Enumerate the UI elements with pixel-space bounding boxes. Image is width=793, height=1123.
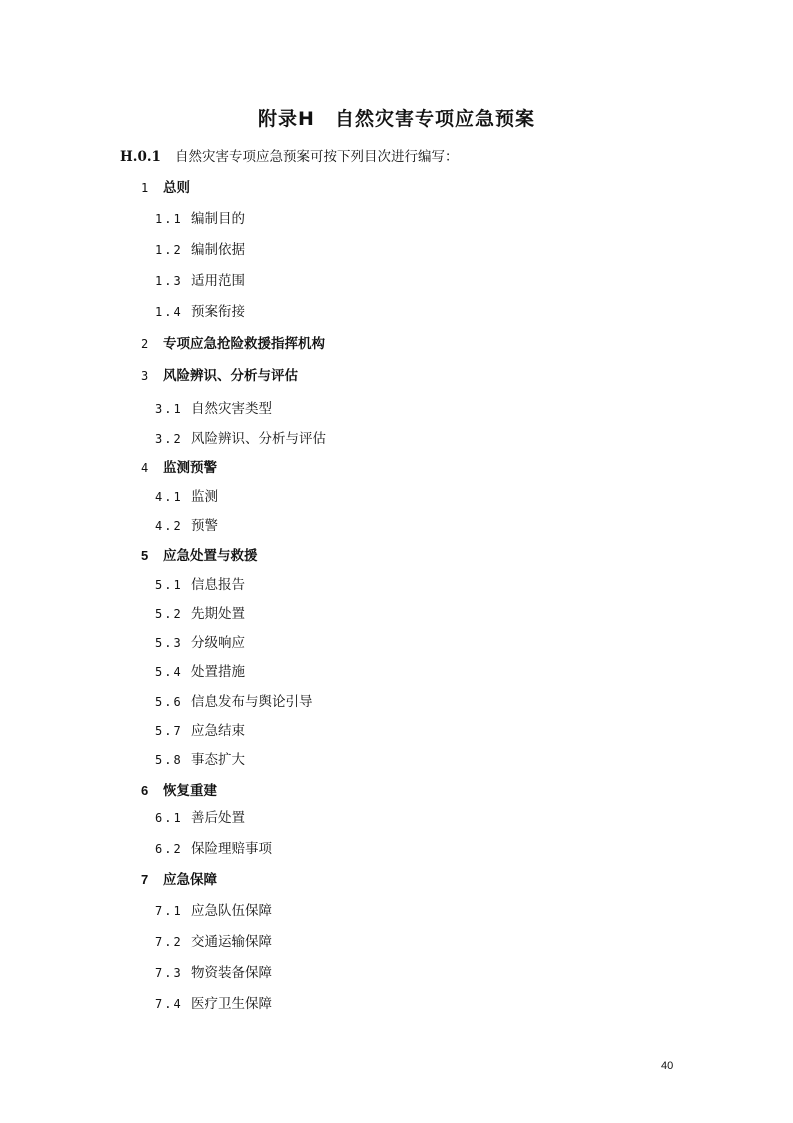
item-number: 5.2: [155, 607, 183, 621]
clause-number: H.0.1: [120, 149, 161, 165]
item-number: 5.3: [155, 636, 183, 650]
item-text: 风险辨识、分析与评估: [191, 431, 326, 447]
subsection-item: [155, 660, 245, 680]
subsection-item: [155, 961, 272, 981]
subsection-item: [155, 719, 245, 739]
item-text: 事态扩大: [191, 752, 245, 768]
section-heading: [141, 868, 217, 888]
section-heading: [141, 364, 298, 384]
page-number: 40: [661, 1060, 674, 1072]
item-number: 6.2: [155, 842, 183, 856]
item-number: 3.2: [155, 432, 183, 446]
item-text: 总则: [163, 180, 190, 196]
item-text: 专项应急抢险救援指挥机构: [163, 336, 325, 352]
subsection-item: [155, 207, 245, 227]
subsection-item: [155, 427, 326, 447]
item-number: 3: [141, 369, 149, 383]
item-text: 监测: [191, 489, 218, 505]
subsection-item: [155, 690, 313, 710]
item-number: 5.4: [155, 665, 183, 679]
item-number: 4.2: [155, 519, 183, 533]
intro-paragraph: [120, 145, 458, 165]
item-number: 1.1: [155, 212, 183, 226]
item-text: 交通运输保障: [191, 934, 272, 950]
subsection-item: [155, 300, 245, 320]
item-number: 5.1: [155, 578, 183, 592]
item-text: 编制依据: [191, 242, 245, 258]
item-number: 1.4: [155, 305, 183, 319]
item-number: 7.1: [155, 904, 183, 918]
item-text: 预案衔接: [191, 304, 245, 320]
item-number: 7.4: [155, 997, 183, 1011]
item-text: 应急保障: [163, 872, 217, 888]
item-text: 恢复重建: [163, 783, 217, 799]
item-number: 5.7: [155, 724, 183, 738]
item-number: 6: [141, 783, 149, 798]
item-text: 风险辨识、分析与评估: [163, 368, 298, 384]
item-number: 7.3: [155, 966, 183, 980]
subsection-item: [155, 573, 245, 593]
item-text: 处置措施: [191, 664, 245, 680]
subsection-item: [155, 992, 272, 1012]
subsection-item: [155, 899, 272, 919]
section-heading: [141, 544, 258, 564]
subsection-item: [155, 748, 245, 768]
item-text: 善后处置: [191, 810, 245, 826]
item-number: 4: [141, 461, 149, 475]
subsection-item: [155, 631, 245, 651]
section-heading: [141, 456, 217, 476]
intro-text: 自然灾害专项应急预案可按下列目次进行编写：: [174, 149, 459, 165]
item-text: 医疗卫生保障: [191, 996, 272, 1012]
subsection-item: [155, 238, 245, 258]
item-number: 5.8: [155, 753, 183, 767]
subsection-item: [155, 806, 245, 826]
section-heading: [141, 779, 217, 799]
item-text: 应急处置与救援: [163, 548, 258, 564]
section-heading: [141, 332, 325, 352]
item-number: 1: [141, 181, 149, 195]
page-title: 附录H 自然灾害专项应急预案: [258, 108, 535, 130]
item-number: 2: [141, 337, 149, 351]
item-text: 适用范围: [191, 273, 245, 289]
item-number: 6.1: [155, 811, 183, 825]
item-number: 1.2: [155, 243, 183, 257]
subsection-item: [155, 930, 272, 950]
subsection-item: [155, 397, 272, 417]
item-text: 保险理赔事项: [191, 841, 272, 857]
item-number: 4.1: [155, 490, 183, 504]
section-heading: [141, 176, 190, 196]
item-text: 分级响应: [191, 635, 245, 651]
subsection-item: [155, 837, 272, 857]
item-text: 信息发布与舆论引导: [191, 694, 313, 710]
item-number: 3.1: [155, 402, 183, 416]
subsection-item: [155, 485, 218, 505]
item-number: 7: [141, 872, 149, 887]
subsection-item: [155, 602, 245, 622]
item-text: 先期处置: [191, 606, 245, 622]
item-text: 物资装备保障: [191, 965, 272, 981]
item-number: 5.6: [155, 695, 183, 709]
item-text: 信息报告: [191, 577, 245, 593]
item-text: 应急结束: [191, 723, 245, 739]
item-text: 自然灾害类型: [191, 401, 272, 417]
item-number: 1.3: [155, 274, 183, 288]
subsection-item: [155, 269, 245, 289]
item-text: 监测预警: [163, 460, 217, 476]
item-number: 7.2: [155, 935, 183, 949]
item-number: 5: [141, 548, 149, 563]
item-text: 预警: [191, 518, 218, 534]
item-text: 应急队伍保障: [191, 903, 272, 919]
item-text: 编制目的: [191, 211, 245, 227]
subsection-item: [155, 514, 218, 534]
